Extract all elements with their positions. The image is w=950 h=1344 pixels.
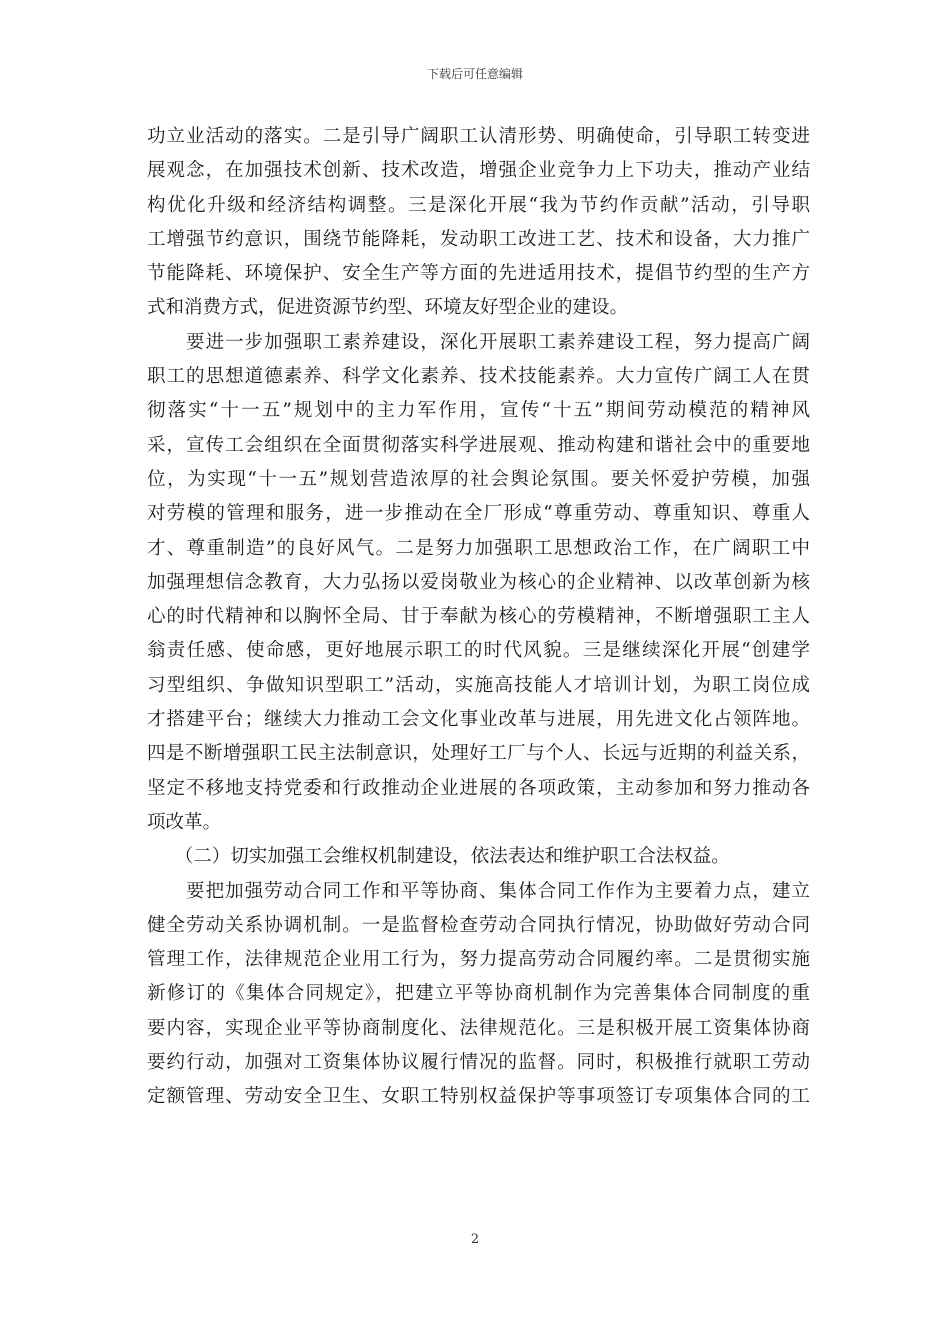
text-line: 展观念，在加强技术创新、技术改造，增强企业竞争力上下功夫，推动产业结 [147,160,810,182]
text-line: 功立业活动的落实。二是引导广阔职工认清形势、明确使命，引导职工转变进 [147,126,810,147]
page-header: 下载后可任意编辑 [426,67,523,81]
text-line: 心的时代精神和以胸怀全局、甘于奉献为核心的劳模精神，不断增强职工主人 [147,606,810,628]
text-line: （二）切实加强工会维权机制建设，依法表达和维护职工合法权益。 [147,846,730,868]
text-line: 定额管理、劳动安全卫生、女职工特别权益保护等事项签订专项集体合同的工 [147,1086,810,1108]
text-line: 式和消费方式，促进资源节约型、环境友好型企业的建设。 [147,297,629,319]
text-line: 位，为实现“十一五”规划营造浓厚的社会舆论氛围。要关怀爱护劳模，加强 [147,468,810,490]
text-line: 项改革。 [147,811,222,833]
text-line: 管理工作，法律规范企业用工行为，努力提高劳动合同履约率。二是贯彻实施 [147,949,810,971]
page-number: 2 [470,1232,480,1247]
text-line: 构优化升级和经济结构调整。三是深化开展“我为节约作贡献”活动，引导职 [147,194,810,216]
text-line: 工增强节约意识，围绕节能降耗，发动职工改进工艺、技术和设备，大力推广 [147,228,810,250]
text-line: 习型组织、争做知识型职工”活动，实施高技能人才培训计划，为职工岗位成 [147,674,810,696]
text-line: 四是不断增强职工民主法制意识，处理好工厂与个人、长远与近期的利益关系， [147,743,810,765]
text-line: 要进一步加强职工素养建设，深化开展职工素养建设工程，努力提高广阔 [147,331,810,353]
text-line: 健全劳动关系协调机制。一是监督检查劳动合同执行情况，协助做好劳动合同 [147,914,810,936]
text-line: 节能降耗、环境保护、安全生产等方面的先进适用技术，提倡节约型的生产方 [147,263,810,285]
text-line: 才搭建平台；继续大力推动工会文化事业改革与进展，用先进文化占领阵地。 [147,709,810,731]
text-line: 对劳模的管理和服务，进一步推动在全厂形成“尊重劳动、尊重知识、尊重人 [147,503,810,525]
text-line: 才、尊重制造”的良好风气。二是努力加强职工思想政治工作，在广阔职工中 [147,537,810,559]
document-body [147,120,810,1115]
text-line: 要约行动，加强对工资集体协议履行情况的监督。同时，积极推行就职工劳动 [147,1052,810,1074]
text-line: 坚定不移地支持党委和行政推动企业进展的各项政策，主动参加和努力推动各 [147,777,810,799]
text-line: 翁责任感、使命感，更好地展示职工的时代风貌。三是继续深化开展“创建学 [147,640,810,662]
text-line: 新修订的《集体合同规定》，把建立平等协商机制作为完善集体合同制度的重 [147,983,810,1005]
text-line: 职工的思想道德素养、科学文化素养、技术技能素养。大力宣传广阔工人在贯 [147,366,810,388]
text-line: 采，宣传工会组织在全面贯彻落实科学进展观、推动构建和谐社会中的重要地 [147,434,810,456]
text-line: 要内容，实现企业平等协商制度化、法律规范化。三是积极开展工资集体协商 [147,1017,810,1039]
text-line: 彻落实“十一五”规划中的主力军作用，宣传“十五”期间劳动模范的精神风 [147,400,810,422]
text-line: 要把加强劳动合同工作和平等协商、集体合同工作作为主要着力点，建立 [147,880,810,902]
text-line: 加强理想信念教育，大力弘扬以爱岗敬业为核心的企业精神、以改革创新为核 [147,571,810,593]
